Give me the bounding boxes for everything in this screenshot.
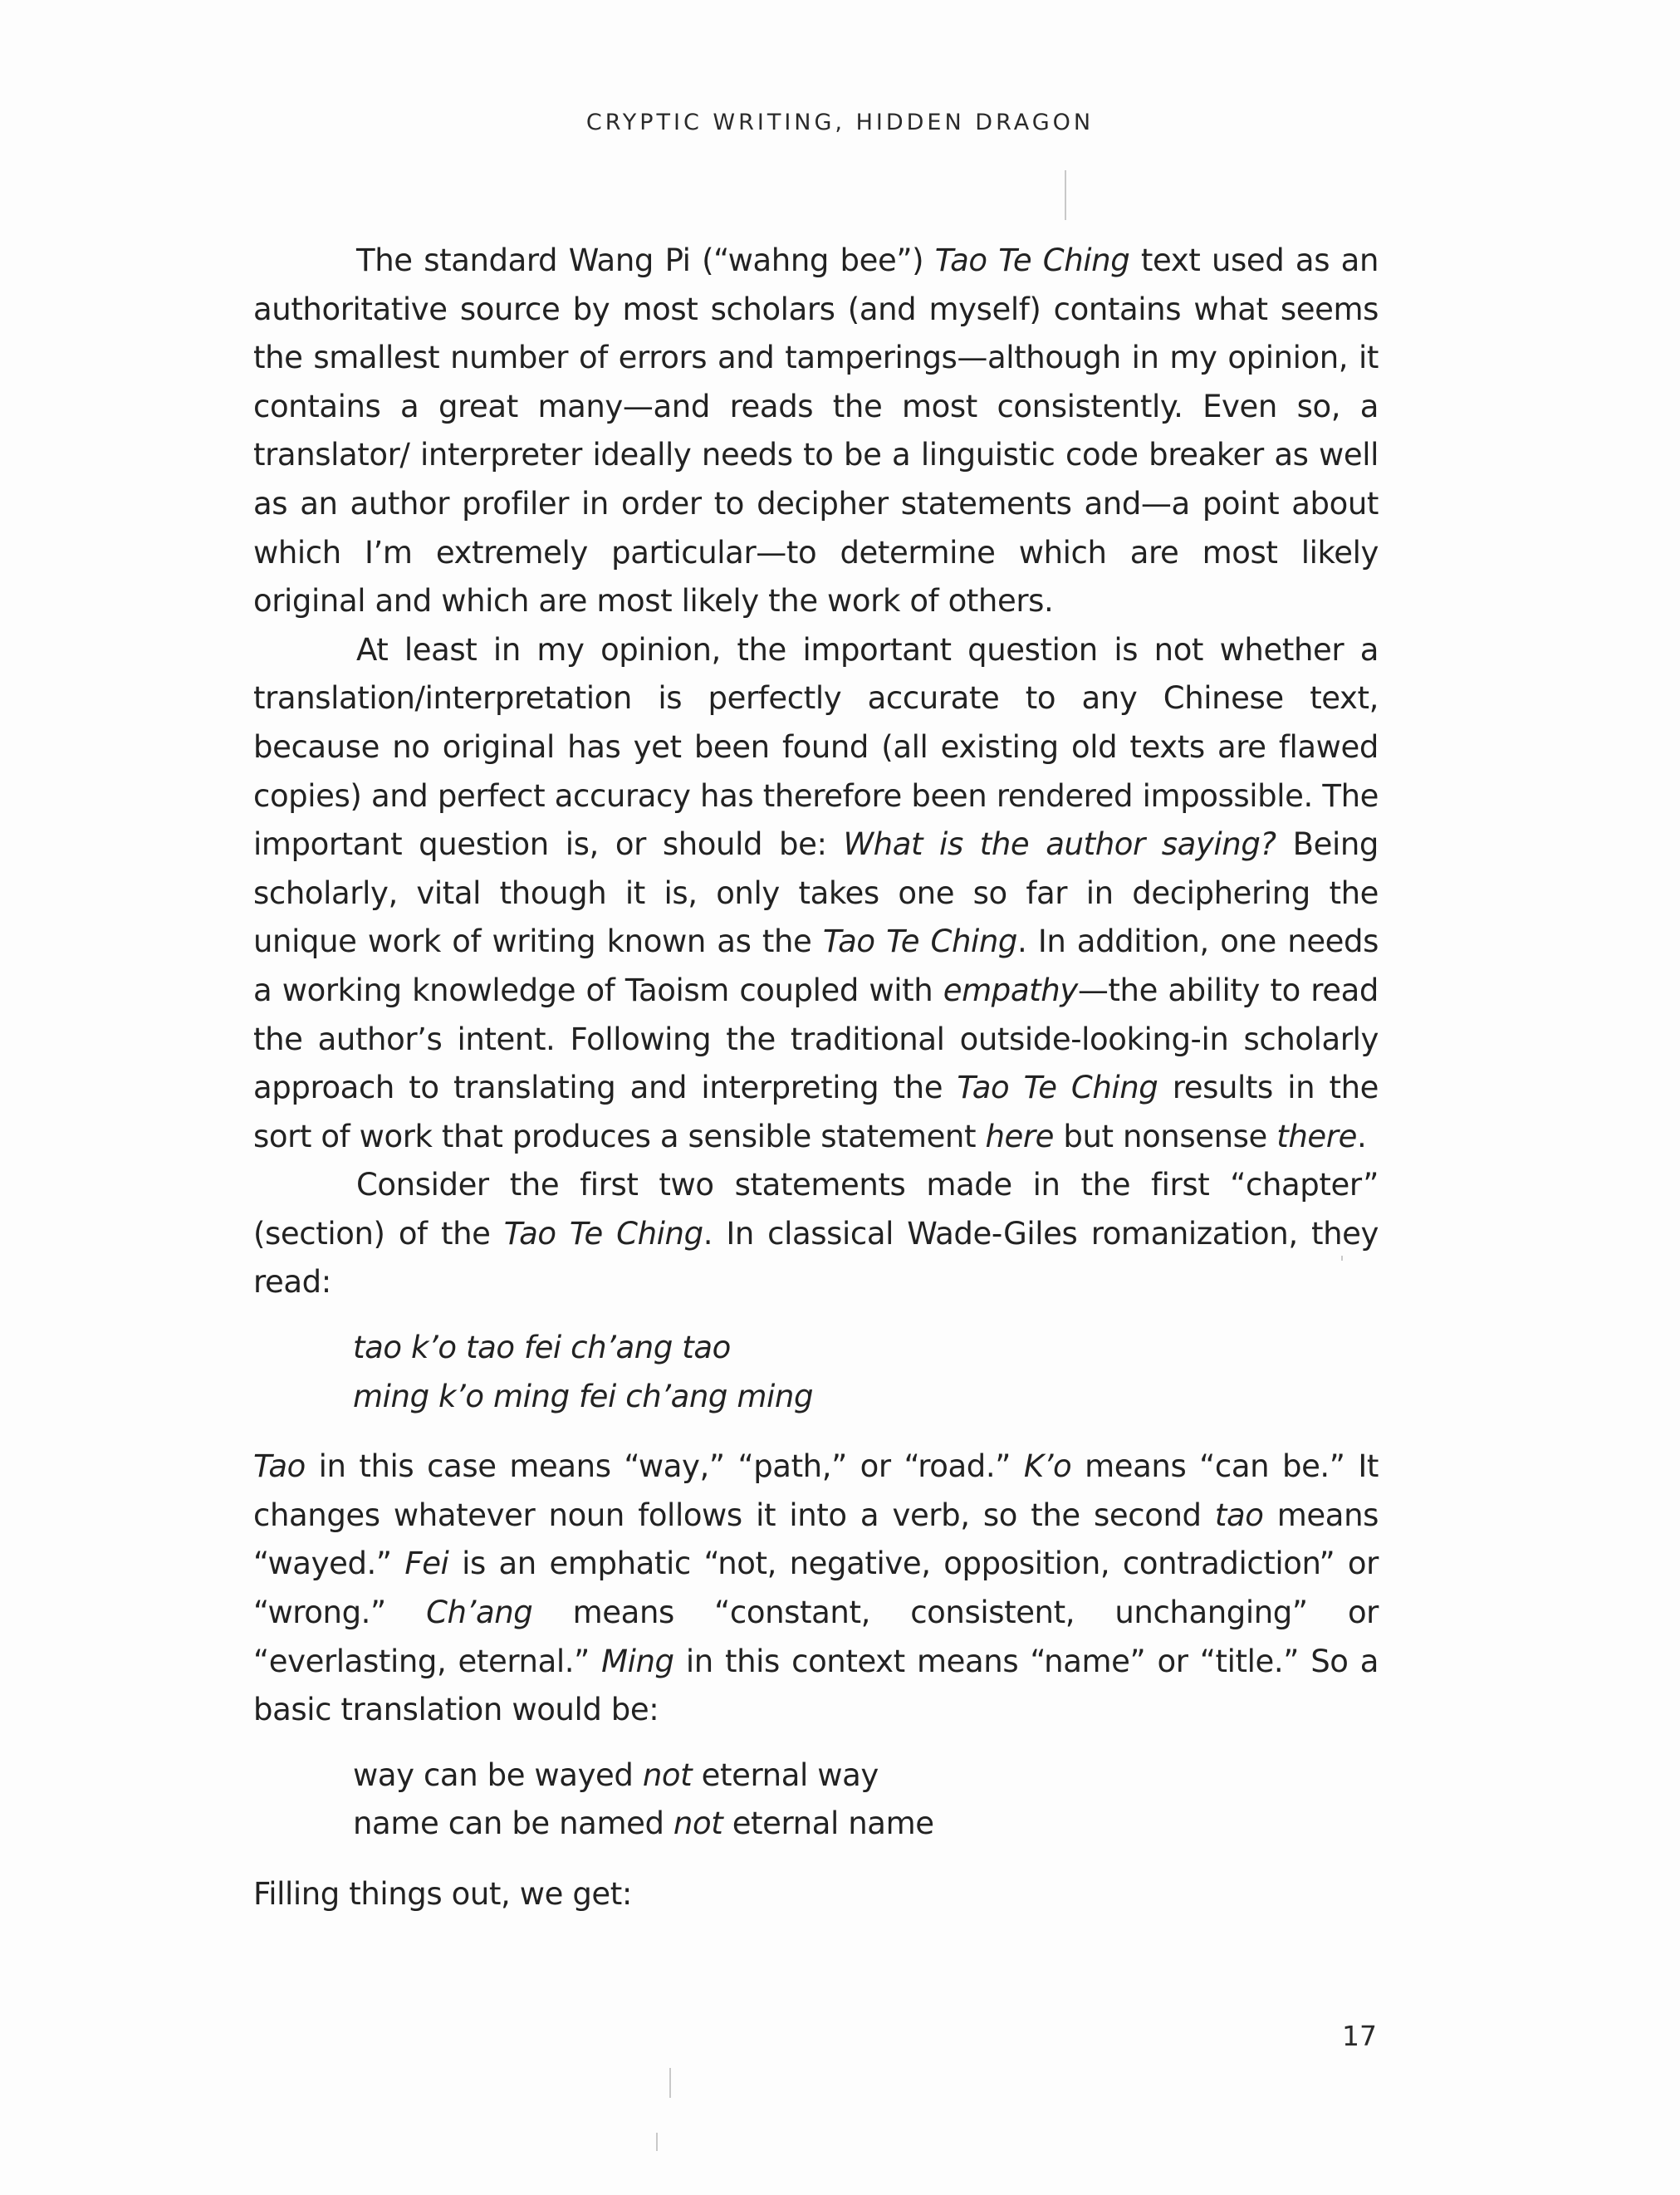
scan-artifact-mark [656, 2133, 658, 2151]
paragraph [253, 1161, 1379, 1307]
text-run: eternal way [692, 1756, 879, 1793]
term: Tao [253, 1448, 306, 1485]
text-run: means “wayed.” [253, 1497, 1379, 1582]
text-run: . In addition, one needs a working knowledge of Taoism coupled with [253, 924, 1379, 1008]
emphasis: What is the author saying? [843, 826, 1276, 863]
verse-block [353, 1324, 1379, 1421]
emphasis: there [1276, 1118, 1357, 1154]
text-run: . In classical Wade-Giles romanization, they read: [253, 1215, 1379, 1301]
verse-line [353, 1752, 1379, 1801]
book-title: Tao Te Ching [957, 1070, 1158, 1106]
text-run: means “constant, consistent, unchanging” or “everlasting, eternal.” [253, 1595, 1379, 1679]
paragraph [253, 1870, 1379, 1919]
page-number: 17 [1342, 2020, 1377, 2052]
text-run: —the ability to read the author’s intent. Following the traditional outside-looking-in scholarly approach to translating and interpreting the [253, 972, 1379, 1106]
paragraph [253, 237, 1379, 626]
verse-line: tao k’o tao fei ch’ang tao [353, 1330, 731, 1366]
verse-block [353, 1752, 1379, 1849]
term: Ch’ang [426, 1595, 533, 1631]
paragraph [253, 626, 1379, 1162]
running-head: CRYPTIC WRITING, HIDDEN DRAGON [585, 110, 1095, 135]
text-run: results in the sort of work that produces a sensible statement [253, 1070, 1379, 1154]
emphasis: empathy [943, 972, 1078, 1008]
text-run: eternal name [722, 1805, 934, 1842]
body-text [253, 237, 1379, 1919]
scan-artifact-mark [1065, 170, 1066, 220]
text-run: name can be named [353, 1805, 673, 1842]
term: tao [1214, 1497, 1264, 1533]
scan-artifact-mark [669, 2068, 671, 2098]
text-run: The standard Wang Pi (“wahng bee”) [356, 243, 935, 278]
text-run: Consider the first two statements made in the first “chapter” (section) of the [253, 1167, 1379, 1252]
text-run: means “can be.” It changes whatever noun follows it into a verb, so the second [253, 1448, 1379, 1533]
term: Fei [404, 1546, 449, 1582]
book-title: Tao Te Ching [934, 243, 1130, 278]
paragraph [253, 1443, 1379, 1735]
emphasis: here [985, 1118, 1055, 1154]
text-run: At least in my opinion, the important question is not whether a translation/interpretation is perfectly accurate to any Chinese text, because no original has yet been found (all existing old texts are flawed copies) and perfect accuracy has therefore been rendered impossible. The important question is, or should be: [253, 631, 1379, 863]
book-title: Tao Te Ching [503, 1215, 703, 1252]
text-run: but nonsense [1054, 1118, 1277, 1154]
text-run: way can be wayed [353, 1756, 643, 1793]
book-title: Tao Te Ching [822, 924, 1018, 960]
term: K’o [1023, 1448, 1072, 1485]
text-run: Being scholarly, vital though it is, only takes one so far in deciphering the unique work of writing known as the [253, 826, 1379, 960]
text-run: is an emphatic “not, negative, opposition, contradiction” or “wrong.” [253, 1546, 1379, 1631]
emphasis: not [642, 1756, 693, 1793]
verse-line [353, 1800, 1379, 1849]
term: Ming [601, 1643, 674, 1679]
text-run: Filling things out, we get: [253, 1876, 632, 1912]
verse-line: ming k’o ming fei ch’ang ming [353, 1378, 814, 1414]
text-run: . [1356, 1118, 1367, 1154]
text-run: in this context means “name” or “title.” So a basic translation would be: [253, 1643, 1379, 1728]
text-run: in this case means “way,” “path,” or “road.” [305, 1448, 1024, 1485]
text-run: text used as an authoritative source by most scholars (and myself) contains what seems the smallest number of errors and tamperings—although in my opinion, it contains a great many—and reads the most consistently. Even so, a translator/ interpreter ideally needs to be a linguistic code breaker as well as an author profiler in order to decipher statements and—a point about which I’m extremely particular—to determine which are most likely original and which are most likely the work of others. [253, 243, 1379, 620]
emphasis: not [673, 1805, 723, 1842]
